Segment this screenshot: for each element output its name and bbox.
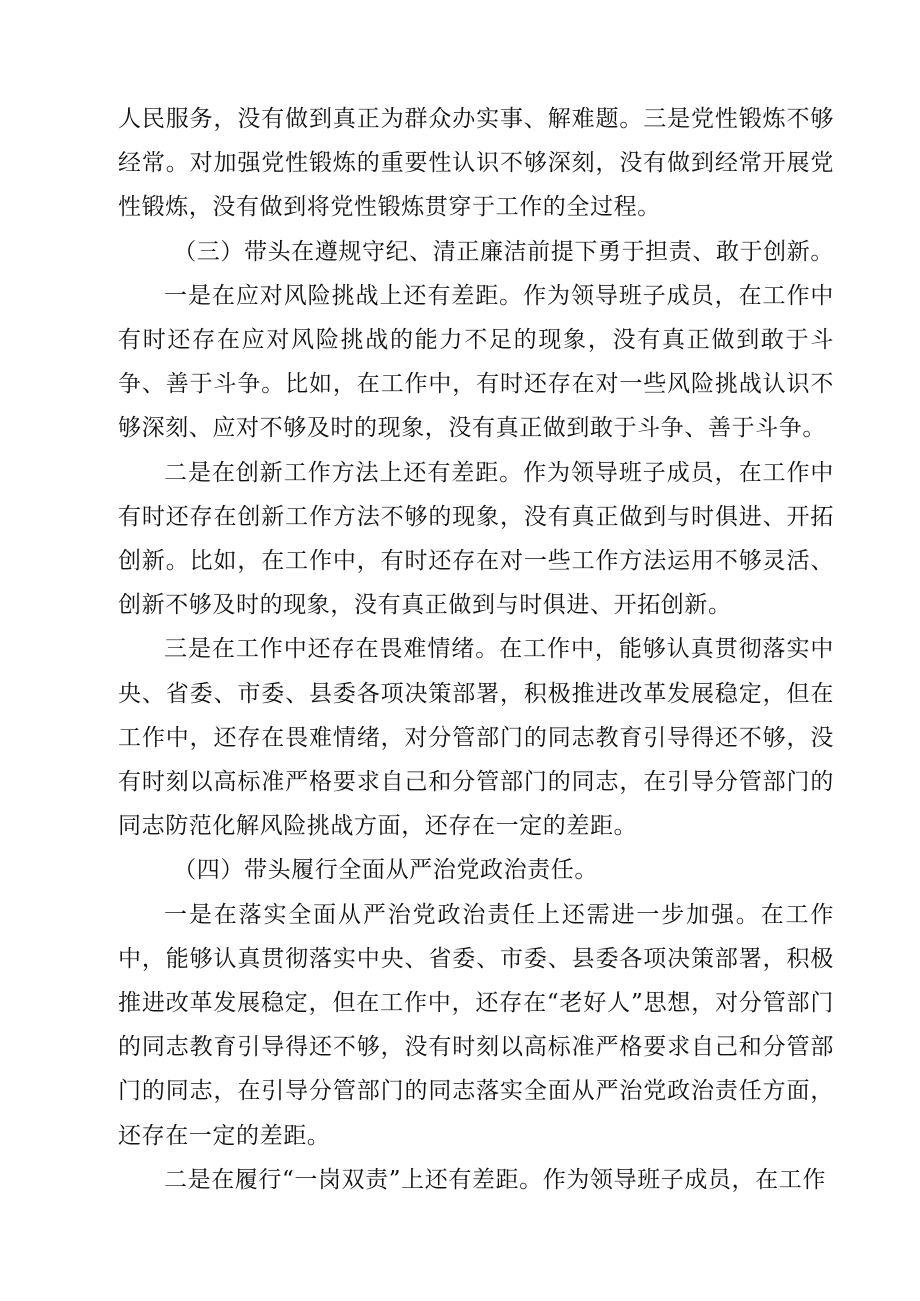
section-heading-4: （四）带头履行全面从严治党政治责任。 xyxy=(173,857,598,884)
paragraph-risk-challenges: 一是在应对风险挑战上还有差距。作为领导班子成员，在工作中有时还存在应对风险挑战的能力不足的现象，没有真正做到敢于斗争、善于斗争。比如，在工作中，有时还存在对一些风险挑战认识不够深刻、应对不够及时的现象，没有真正做到敢于斗争、善于斗争。 xyxy=(118,282,834,442)
paragraph-fear-of-difficulty: 三是在工作中还存在畏难情绪。在工作中，能够认真贯彻落实中央、省委、市委、县委各项决策部署，积极推进改革发展稳定，但在工作中，还存在畏难情绪，对分管部门的同志教育引导得还不够，没有时刻以高标准严格要求自己和分管部门的同志，在引导分管部门的同志防范化解风险挑战方面，还存在一定的差距。 xyxy=(118,636,834,840)
paragraph-dual-responsibility: 二是在履行“一岗双责”上还有差距。作为领导班子成员，在工作 xyxy=(164,1166,826,1193)
paragraph-continuation: 人民服务，没有做到真正为群众办实事、解难题。三是党性锻炼不够经常。对加强党性锻炼的重要性认识不够深刻，没有做到经常开展党性锻炼，没有做到将党性锻炼贯穿于工作的全过程。 xyxy=(118,106,834,221)
document-body xyxy=(118,97,834,1202)
paragraph-innovation-methods: 二是在创新工作方法上还有差距。作为领导班子成员，在工作中有时还存在创新工作方法不够的现象，没有真正做到与时俱进、开拓创新。比如，在工作中，有时还存在对一些工作方法运用不够灵活、创新不够及时的现象，没有真正做到与时俱进、开拓创新。 xyxy=(118,459,834,619)
paragraph-strict-party-governance: 一是在落实全面从严治党政治责任上还需进一步加强。在工作中，能够认真贯彻落实中央、省委、市委、县委各项决策部署，积极推进改革发展稳定，但在工作中，还存在“老好人”思想，对分管部门的同志教育引导得还不够，没有时刻以高标准严格要求自己和分管部门的同志，在引导分管部门的同志落实全面从严治党政治责任方面，还存在一定的差距。 xyxy=(118,901,834,1149)
section-heading-3: （三）带头在遵规守纪、清正廉洁前提下勇于担责、敢于创新。 xyxy=(173,238,834,265)
